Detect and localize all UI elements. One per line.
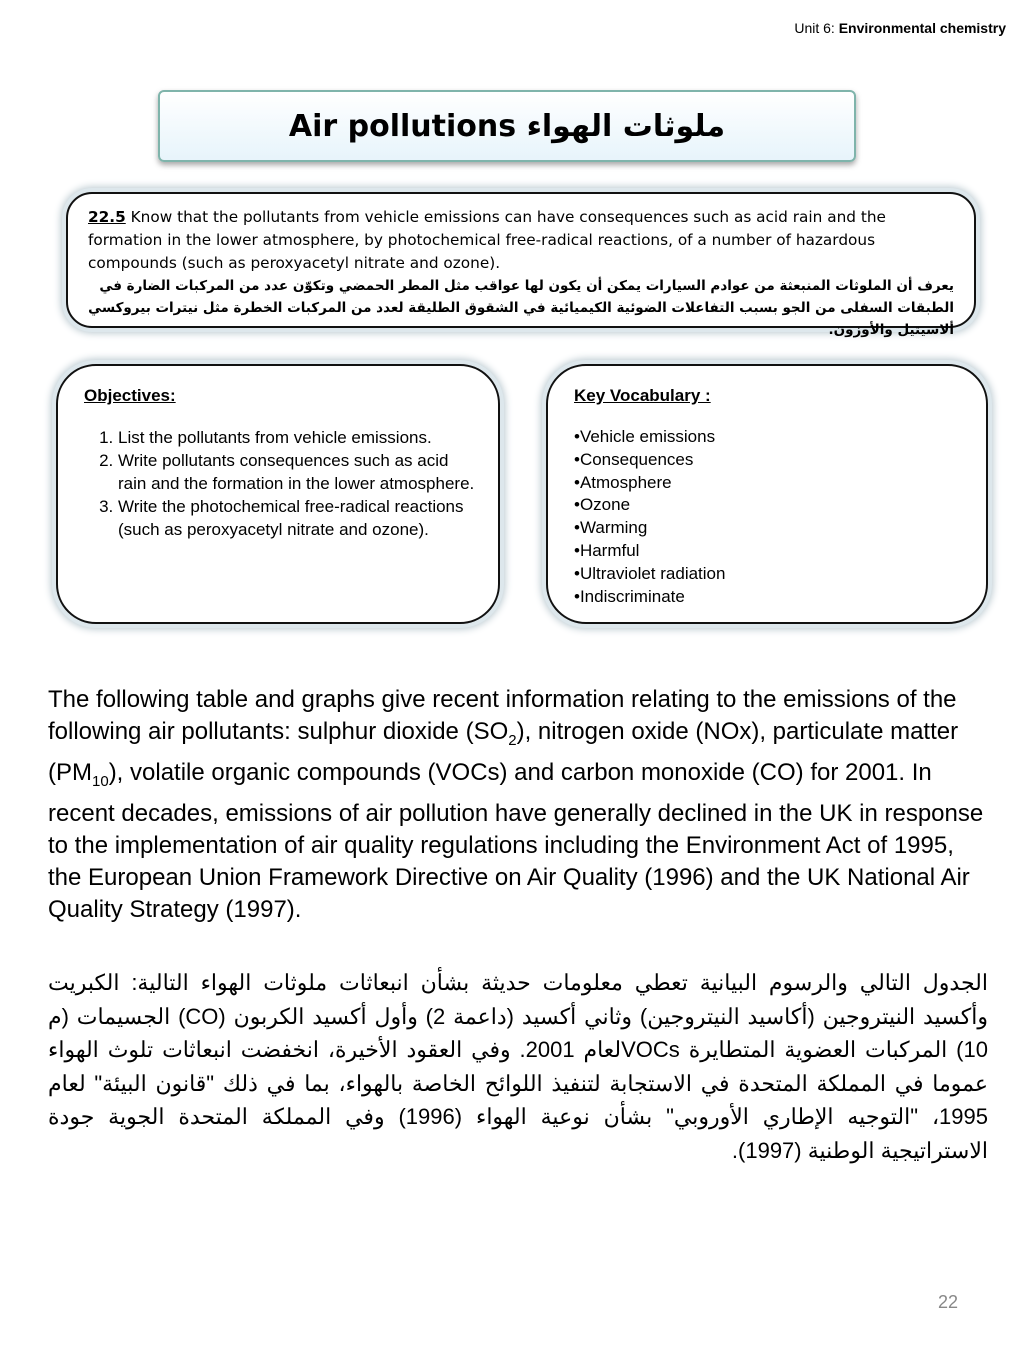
para-part-3: ), volatile organic compounds (VOCs) and carbon monoxide (CO) for 2001. In recent decades, emissions of air pollution have generally declined in the UK in response to the implementation of air quality regulations including the Environment Act of 1995, the European Union Framework Directive on Air Quality (1996) and the UK National Air Quality Strategy (1997). (48, 758, 984, 923)
vocabulary-item: •Ultraviolet radiation (574, 563, 726, 583)
unit-name: Environmental chemistry (838, 20, 1006, 36)
para-part-1: The following table and graphs give recent information relating to the emissions of the following air pollutants: sulphur dioxide (SO (48, 686, 957, 745)
vocabulary-item: •Consequences (574, 449, 694, 469)
vocabulary-item: •Warming (574, 518, 648, 538)
objective-item: 2. Write pollutants consequences such as acid rain and the formation in the lower atmosphere. (118, 449, 478, 495)
vocabulary-item: •Harmful (574, 540, 640, 560)
vocabulary-list (574, 426, 966, 608)
objectives-card (56, 364, 500, 624)
so2-subscript: 2 (508, 731, 517, 749)
para-part-2: ), nitrogen oxide (NOx), particulate matter (PM (48, 718, 959, 786)
vocabulary-item: •Ozone (574, 495, 631, 515)
pm10-subscript: 10 (92, 772, 109, 790)
unit-prefix: Unit 6: (794, 20, 839, 36)
vocabulary-item: •Atmosphere (574, 472, 672, 492)
objectives-heading: Objectives: (84, 386, 176, 405)
standard-text-ar: يعرف أن الملوثات المنبعثة من عوادم السيارات يمكن أن يكون لها عواقب مثل المطر الحمضي وتكوّن عدد من المركبات الضارة في الطبقات السفلى من الجو بسبب التفاعلات الضوئية الكيميائية في الشقوق الطليقة لعدد من المركبات الخطرة مثل نيترات بيروكسي ألاسيتيل والأوزون. (88, 278, 954, 338)
vocabulary-card (546, 364, 988, 624)
intro-paragraph-ar: الجدول التالي والرسوم البيانية تعطي معلومات حديثة بشأن انبعاثات ملوثات الهواء التالية: الكبريت وأكسيد النيتروجين (أكاسيد النيتروجين) وثاني أكسيد (داعمة 2) وأول أكسيد الكربون (CO) الجسيمات (م 10) المركبات العضوية المتطايرة VOCsلعام 2001. وفي العقود الأخيرة، انخفضت انبعاثات تلوث الهواء عموما في المملكة المتحدة في الاستجابة لتنفيذ اللوائح الخاصة بالهواء، بما في ذلك "قانون البيئة" لعام 1995، "التوجيه الإطاري الأوروبي" بشأن نوعية الهواء (1996) وفي المملكة المتحدة الجوية جودة الاستراتيجية الوطنية (1997). (48, 970, 989, 1163)
standard-english (88, 206, 954, 275)
intro-paragraph-en (48, 684, 988, 926)
vocabulary-heading: Key Vocabulary : (574, 386, 711, 405)
page-title: Air pollutions ملوثات الهواء (158, 90, 856, 162)
vocabulary-item: •Indiscriminate (574, 586, 685, 606)
unit-header (794, 20, 1006, 36)
objective-item: 1. List the pollutants from vehicle emissions. (118, 426, 478, 449)
objectives-list (84, 426, 478, 541)
standard-text-en: Know that the pollutants from vehicle emissions can have consequences such as acid rain and the formation in the lower atmosphere, by photochemical free-radical reactions, of a number of hazardous compounds (such as peroxyacetyl nitrate and ozone). (88, 208, 886, 272)
objective-item: 3. Write the photochemical free-radical reactions (such as peroxyacetyl nitrate and ozone). (118, 495, 478, 541)
page-number: 22 (937, 1292, 958, 1312)
standard-code: 22.5 (88, 208, 126, 226)
standard-box (66, 192, 976, 338)
vocabulary-item: •Vehicle emissions (574, 427, 716, 446)
